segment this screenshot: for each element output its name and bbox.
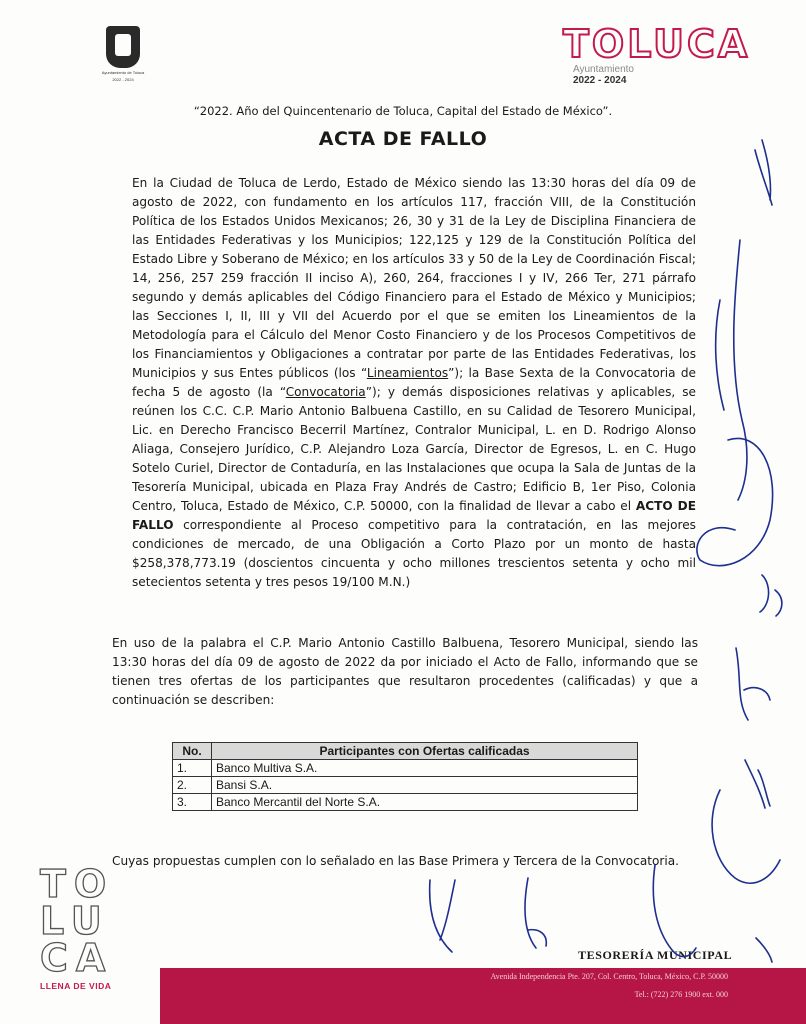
department-name: TESORERÍA MUNICIPAL	[578, 948, 733, 962]
row-number: 1.	[173, 760, 212, 777]
seal-caption: Ayuntamiento de Toluca	[101, 70, 145, 75]
lineamientos-reference: Lineamientos	[366, 366, 449, 380]
signature-mark	[716, 300, 724, 410]
side-logo-row: TO	[40, 862, 115, 906]
signature-mark	[736, 648, 770, 720]
footer-address: Avenida Independencia Pte. 207, Col. Centro, Toluca, México, C.P. 50000	[490, 972, 728, 981]
table-header-row	[173, 743, 638, 760]
logo-years: 2022 - 2024	[573, 75, 627, 86]
coat-of-arms-icon	[106, 26, 140, 68]
signature-mark	[525, 878, 546, 948]
signature-mark	[697, 438, 773, 565]
paragraph-1	[132, 174, 696, 592]
p1-part-b: ”); la Base Sexta de la Convocatoria de fecha 5 de agosto (la “	[132, 366, 696, 399]
municipal-seal	[100, 26, 146, 88]
row-number: 3.	[173, 794, 212, 811]
signature-mark	[745, 760, 770, 808]
footer-phone: Tel.: (722) 276 1900 ext. 000	[634, 990, 728, 999]
signature-mark	[734, 240, 747, 500]
col-no-header: No.	[173, 743, 212, 760]
participant-name: Banco Mercantil del Norte S.A.	[212, 794, 638, 811]
toluca-side-logo	[40, 862, 124, 991]
signature-mark	[430, 880, 455, 952]
p1-part-a: En la Ciudad de Toluca de Lerdo, Estado de México siendo las 13:30 horas del día 09 de agosto de 2022, con fundamento en los artículos 117, fracción VIII, de la Constitución Política de los Estados Unidos Mexicanos; 26, 30 y 31 de la Ley de Disciplina Financiera de las Entidades Federativas y los Municipios; 122,125 y 129 de la Constitución Política del Estado Libre y Soberano de México; en los artículos 33 y 50 de la Ley de Coordinación Fiscal; 14, 256, 257 259 fracción II inciso A), 260, 264, fracciones I y IV, 266 Ter, 271 párrafo segundo y demás aplicables del Código Financiero para el Estado de México y Municipios; las Secciones I, II, III y VII del Acuerdo por el que se emiten los Lineamientos de la Metodología para el Cálculo del Menor Costo Financiero y de los Procesos Competitivos de los Financiamientos y Obligaciones a contratar por parte de las Entidades Federativas, los Municipios y sus Entes públicos (los “	[132, 176, 696, 380]
side-logo-slogan: LLENA DE VIDA	[40, 981, 112, 991]
signature-mark	[653, 865, 696, 957]
signature-mark	[756, 938, 772, 962]
side-logo-row: CA	[40, 936, 114, 980]
paragraph-2: En uso de la palabra el C.P. Mario Antonio Castillo Balbuena, Tesorero Municipal, siendo las 13:30 horas del día 09 de agosto de 2022 da por iniciado el Acto de Fallo, informando que se tienen tres ofertas de los participantes que resultaron procedentes (calificadas) y que a continuación se describen:	[112, 636, 698, 707]
logo-subtitle: Ayuntamiento	[573, 64, 634, 75]
acto-de-fallo-bold: ACTO DE FALLO	[132, 499, 696, 532]
table-row	[173, 794, 638, 811]
side-logo-row: LU	[40, 899, 110, 943]
toluca-logo	[563, 24, 753, 94]
participants-table	[172, 742, 638, 811]
participant-name: Bansi S.A.	[212, 777, 638, 794]
seal-years: 2022 - 2024	[112, 77, 134, 82]
convocatoria-reference: Convocatoria	[285, 385, 366, 399]
signature-mark	[712, 790, 780, 883]
p1-part-c: ”); y demás disposiciones relativas y aplicables, se reúnen los C.C. C.P. Mario Antonio Balbuena Castillo, en su Calidad de Tesorero Municipal, Lic. en Derecho Francisco Becerril Martínez, Contralor Municipal, L. en D. Rodrigo Alonso Aliaga, Consejero Jurídico, C.P. Alejandro Loza García, Director de Egresos, L. en C. Hugo Sotelo Curiel, Director de Contaduría, en las Instalaciones que ocupa la Sala de Juntas de la Tesorería Municipal, ubicada en Plaza Fray Andrés de Castro; Edificio B, 1er Piso, Colonia Centro, Toluca, Estado de México, C.P. 50000, con la finalidad de llevar a cabo el	[132, 385, 696, 513]
document-title: ACTA DE FALLO	[318, 128, 488, 150]
table-row	[173, 777, 638, 794]
signature-mark	[760, 575, 782, 616]
logo-word: TOLUCA	[563, 22, 751, 66]
p1-part-d: correspondiente al Proceso competitivo para la contratación, en las mejores condiciones de mercado, de una Obligación a Corto Plazo por un monto de hasta $258,378,773.19 (doscientos cincuenta y ocho millones trescientos setenta y ocho mil setecientos setenta y tres pesos 19/100 M.N.)	[132, 518, 696, 589]
year-motto: “2022. Año del Quincentenario de Toluca, Capital del Estado de México”.	[193, 104, 613, 118]
participant-name: Banco Multiva S.A.	[212, 760, 638, 777]
table-row	[173, 760, 638, 777]
closing-statement: Cuyas propuestas cumplen con lo señalado en las Base Primera y Tercera de la Convocatoria.	[112, 854, 679, 868]
row-number: 2.	[173, 777, 212, 794]
col-name-header: Participantes con Ofertas calificadas	[212, 743, 638, 760]
